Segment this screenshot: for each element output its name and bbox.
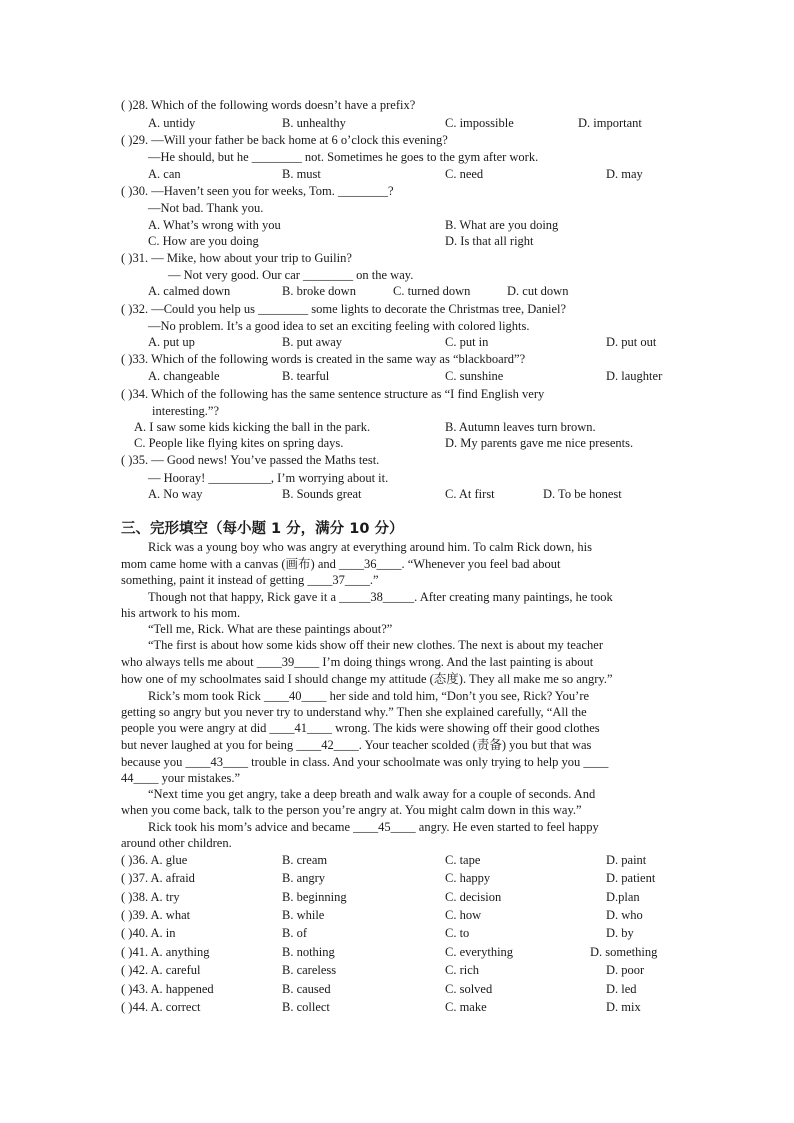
- passage-line: mom came home with a canvas (画布) and ____36____. “Whenever you feel bad about: [121, 557, 561, 571]
- q32-option-b: B. put away: [282, 335, 343, 349]
- q28-option-b: B. unhealthy: [282, 116, 346, 130]
- question-33-stem: ( )33. Which of the following words is created in the same way as “blackboard”?: [121, 352, 526, 366]
- question-34-line2: interesting.”?: [152, 404, 219, 418]
- q31-option-b: B. broke down: [282, 284, 356, 298]
- question-34-stem: ( )34. Which of the following has the same sentence structure as “I find English very: [121, 387, 545, 401]
- q28-option-a: A. untidy: [148, 116, 196, 130]
- q29-option-a: A. can: [148, 167, 181, 181]
- cloze-39-option-d: D. who: [606, 908, 643, 922]
- cloze-36-option-d: D. paint: [606, 853, 647, 867]
- q34-option-d: D. My parents gave me nice presents.: [445, 436, 634, 450]
- cloze-40-option-a: ( )40. A. in: [121, 926, 176, 940]
- q31-option-c: C. turned down: [393, 284, 471, 298]
- passage-line: his artwork to his mom.: [121, 606, 241, 620]
- cloze-36-option-a: ( )36. A. glue: [121, 853, 188, 867]
- q29-option-c: C. need: [445, 167, 484, 181]
- section-title-cloze: 三、完形填空（每小题 1 分，满分 10 分）: [121, 521, 404, 537]
- q29-option-d: D. may: [606, 167, 643, 181]
- cloze-38-option-a: ( )38. A. try: [121, 890, 180, 904]
- cloze-41-option-b: B. nothing: [282, 945, 335, 959]
- question-29-stem: ( )29. —Will your father be back home at 6 o’clock this evening?: [121, 133, 448, 147]
- cloze-38-option-d: D.plan: [606, 890, 640, 904]
- passage-line: Rick took his mom’s advice and became ____45____ angry. He even started to feel happy: [148, 820, 599, 834]
- cloze-42-option-b: B. careless: [282, 963, 337, 977]
- cloze-37-option-b: B. angry: [282, 871, 326, 885]
- passage-line: “Tell me, Rick. What are these paintings about?”: [148, 622, 393, 636]
- cloze-42-option-c: C. rich: [445, 963, 480, 977]
- cloze-44-option-c: C. make: [445, 1000, 487, 1014]
- q35-option-b: B. Sounds great: [282, 487, 362, 501]
- passage-line: when you come back, talk to the person you’re angry at. You might calm down in this way.”: [121, 803, 582, 817]
- cloze-40-option-d: D. by: [606, 926, 634, 940]
- cloze-37-option-d: D. patient: [606, 871, 656, 885]
- q29-option-b: B. must: [282, 167, 321, 181]
- question-35-stem: ( )35. — Good news! You’ve passed the Maths test.: [121, 453, 380, 467]
- cloze-41-option-c: C. everything: [445, 945, 514, 959]
- cloze-43-option-b: B. caused: [282, 982, 331, 996]
- cloze-42-option-d: D. poor: [606, 963, 645, 977]
- q34-option-a: A. I saw some kids kicking the ball in the park.: [134, 420, 371, 434]
- question-32-stem: ( )32. —Could you help us ________ some lights to decorate the Christmas tree, Daniel?: [121, 302, 567, 316]
- question-28-stem: ( )28. Which of the following words doesn’t have a prefix?: [121, 98, 416, 112]
- cloze-44-option-b: B. collect: [282, 1000, 330, 1014]
- passage-line: “The first is about how some kids show off their new clothes. The next is about my teacher: [148, 638, 603, 652]
- question-30-stem: ( )30. —Haven’t seen you for weeks, Tom. ________?: [121, 184, 394, 198]
- passage-line: around other children.: [121, 836, 232, 850]
- q32-option-c: C. put in: [445, 335, 489, 349]
- passage-line: Rick’s mom took Rick ____40____ her side and told him, “Don’t you see, Rick? You’re: [148, 689, 590, 703]
- question-31-stem: ( )31. — Mike, how about your trip to Guilin?: [121, 251, 352, 265]
- q34-option-b: B. Autumn leaves turn brown.: [445, 420, 596, 434]
- cloze-37-option-a: ( )37. A. afraid: [121, 871, 195, 885]
- question-29-line2: —He should, but he ________ not. Sometimes he goes to the gym after work.: [148, 150, 539, 164]
- cloze-42-option-a: ( )42. A. careful: [121, 963, 201, 977]
- question-32-line2: —No problem. It’s a good idea to set an exciting feeling with colored lights.: [148, 319, 530, 333]
- q30-option-a: A. What’s wrong with you: [148, 218, 281, 232]
- cloze-43-option-d: D. led: [606, 982, 637, 996]
- passage-line: but never laughed at you for being ____42____. Your teacher scolded (责备) you but that was: [121, 738, 592, 752]
- passage-line: who always tells me about ____39____ I’m doing things wrong. And the last painting is about: [121, 655, 594, 669]
- q28-option-c: C. impossible: [445, 116, 514, 130]
- cloze-44-option-a: ( )44. A. correct: [121, 1000, 201, 1014]
- cloze-40-option-c: C. to: [445, 926, 470, 940]
- q33-option-b: B. tearful: [282, 369, 330, 383]
- passage-line: Rick was a young boy who was angry at everything around him. To calm Rick down, his: [148, 540, 592, 554]
- cloze-39-option-a: ( )39. A. what: [121, 908, 191, 922]
- cloze-39-option-b: B. while: [282, 908, 325, 922]
- question-30-line2: —Not bad. Thank you.: [148, 201, 264, 215]
- passage-line: “Next time you get angry, take a deep breath and walk away for a couple of seconds. And: [148, 787, 596, 801]
- cloze-41-option-d: D. something: [590, 945, 658, 959]
- cloze-36-option-c: C. tape: [445, 853, 481, 867]
- q33-option-c: C. sunshine: [445, 369, 504, 383]
- cloze-41-option-a: ( )41. A. anything: [121, 945, 210, 959]
- q33-option-a: A. changeable: [148, 369, 220, 383]
- passage-line: people you were angry at did ____41____ wrong. The kids were showing off their good clothes: [121, 721, 600, 735]
- cloze-38-option-c: C. decision: [445, 890, 502, 904]
- q35-option-d: D. To be honest: [543, 487, 622, 501]
- cloze-38-option-b: B. beginning: [282, 890, 347, 904]
- q35-option-c: C. At first: [445, 487, 495, 501]
- cloze-39-option-c: C. how: [445, 908, 482, 922]
- cloze-44-option-d: D. mix: [606, 1000, 641, 1014]
- passage-line: 44____ your mistakes.”: [121, 771, 241, 785]
- q34-option-c: C. People like flying kites on spring days.: [134, 436, 344, 450]
- question-31-line2: — Not very good. Our car ________ on the way.: [168, 268, 414, 282]
- passage-line: Though not that happy, Rick gave it a _____38_____. After creating many paintings, he took: [148, 590, 613, 604]
- q33-option-d: D. laughter: [606, 369, 663, 383]
- q32-option-a: A. put up: [148, 335, 195, 349]
- q30-option-c: C. How are you doing: [148, 234, 259, 248]
- q28-option-d: D. important: [578, 116, 642, 130]
- cloze-43-option-c: C. solved: [445, 982, 493, 996]
- cloze-36-option-b: B. cream: [282, 853, 328, 867]
- passage-line: how one of my schoolmates said I should change my attitude (态度). They all make me so angry.”: [121, 672, 613, 686]
- q31-option-d: D. cut down: [507, 284, 569, 298]
- question-35-line2: — Hooray! __________, I’m worrying about it.: [148, 471, 389, 485]
- q32-option-d: D. put out: [606, 335, 657, 349]
- cloze-43-option-a: ( )43. A. happened: [121, 982, 214, 996]
- cloze-37-option-c: C. happy: [445, 871, 491, 885]
- passage-line: something, paint it instead of getting ____37____.”: [121, 573, 379, 587]
- passage-line: because you ____43____ trouble in class. And your schoolmate was only trying to help you ____: [121, 755, 609, 769]
- q31-option-a: A. calmed down: [148, 284, 231, 298]
- q35-option-a: A. No way: [148, 487, 203, 501]
- q30-option-d: D. Is that all right: [445, 234, 534, 248]
- cloze-40-option-b: B. of: [282, 926, 307, 940]
- q30-option-b: B. What are you doing: [445, 218, 559, 232]
- passage-line: getting so angry but you never try to understand why.” Then she explained carefully, “All the: [121, 705, 587, 719]
